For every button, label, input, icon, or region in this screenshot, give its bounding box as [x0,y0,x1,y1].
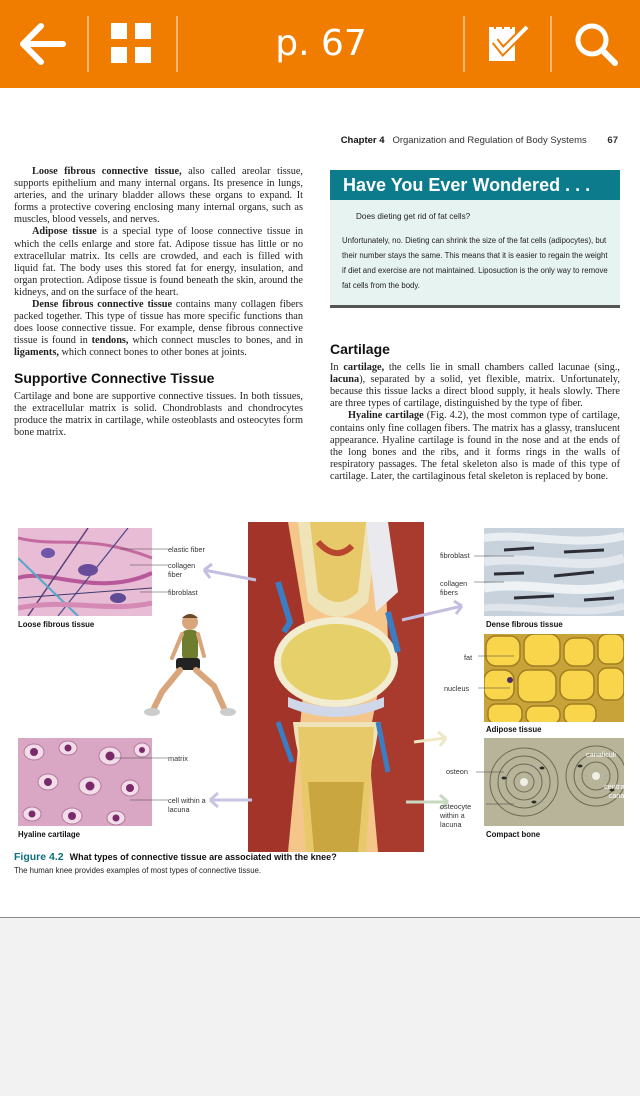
toolbar-divider [176,16,178,72]
caption-title: What types of connective tissue are associated with the knee? [69,852,337,862]
back-arrow-icon [19,22,67,66]
exercising-woman-image [142,608,252,728]
figure-4-2[interactable] [0,520,640,850]
label-fat: fat [464,653,473,662]
box-title: Have You Ever Wondered . . . [330,170,620,200]
page-number-label[interactable]: p. 67 [275,23,367,64]
left-text-column [14,166,303,439]
label-osteon: osteon [446,767,468,776]
chapter-title: Organization and Regulation of Body Systems [392,135,587,146]
term-hyaline: Hyaline cartilage [348,410,424,422]
paragraph-text: ), separated by a solid, yet flexible, matrix. Unfortunately, because this tissue lacks a direct blood supply, it heals slowly. There are three types of cartilage, distinguished by the type of fiber. [330,374,620,410]
term-ligaments: ligaments, [14,347,59,359]
paragraph-supportive: Cartilage and bone are supportive connective tissues. In both tissues, the extracellular matrix is solid. Chondroblasts and chondrocytes produce the matrix in cartilage, while osteoblasts and osteocytes form bone matrix. [14,390,303,438]
top-toolbar [0,0,640,88]
notes-check-icon [483,21,531,67]
label-canaliculi: canaliculi [586,750,617,759]
term-lacuna: lacuna [330,374,360,386]
section-heading-supportive: Supportive Connective Tissue [14,369,215,386]
box-question: Does dieting get rid of fat cells? [356,212,471,221]
leader-lines-compact [474,764,534,814]
paragraph-dense-fibrous [14,299,303,359]
term-loose-fibrous: Loose fibrous connective tissue, [32,166,182,177]
paragraph-hyaline [330,410,620,483]
grid-view-button[interactable] [89,0,175,88]
caption-title-line [14,851,614,863]
paragraph-cartilage [330,362,620,410]
label-collagen-fibers: collagen fibers [440,579,468,597]
paragraph-text: (Fig. 4.2), the most common type of cartilage, contains only fine collagen fibers. The matrix has a glassy, translucent appearance. Hyaline cartilage is found in the nose and at the ends of the long bones and the ribs, and it forms rings in the walls of respiratory passages. The fetal skeleton also is made of this type of cartilage. Later, the cartilaginous fetal skeleton is replaced by bone. [330,410,620,482]
term-dense-fibrous: Dense fibrous connective tissue [32,299,173,311]
term-tendons: tendons, [91,335,129,347]
paragraph-loose-fibrous [14,166,303,226]
notes-button[interactable] [465,0,549,88]
title-hyaline-cartilage: Hyaline cartilage [18,830,80,839]
have-you-ever-wondered-box [330,170,620,308]
paragraph-text: also called areolar tissue, supports epithelium and many internal organs. Its presence in lungs, arteries, and the urinary bladder allows these organs to expand. It forms a protective covering enclosing many internal organs, such as muscles, blood vessels, and nerves. [14,166,303,226]
empty-reader-area [0,918,640,1096]
search-button[interactable] [552,0,640,88]
printed-page-number: 67 [607,135,618,146]
right-text-column [330,343,620,483]
label-matrix: matrix [168,754,188,763]
chapter-number: Chapter 4 [340,135,385,146]
leader-lines-adipose [474,648,534,694]
label-cell-within-lacuna: cell within a lacuna [168,796,206,814]
running-head [341,135,618,146]
back-button[interactable] [0,0,86,88]
book-page[interactable] [0,88,640,918]
paragraph-text: In [330,362,344,374]
term-cartilage: cartilage, [343,362,385,374]
term-adipose: Adipose tissue [32,226,97,238]
arrow-to-dense [400,598,470,628]
title-loose-fibrous-tissue: Loose fibrous tissue [18,620,95,629]
label-osteocyte-within-lacuna: osteocyte within a lacuna [440,802,472,829]
grid-icon [111,23,153,65]
label-collagen-fiber: collagen fiber [168,561,196,579]
title-compact-bone: Compact bone [486,830,541,839]
paragraph-adipose [14,226,303,299]
knee-illustration [248,522,424,852]
paragraph-text: is a special type of loose connective tissue in which the cells enlarge and store fat. Adipose tissue has little or no extracellular matrix. Its cells are crowded, and each is filled with liquid fat. The body uses this stored fat for energy, insulation, and organ protection. Adipose tissue is found beneath the skin, around the kidneys, and on the surface of the heart. [14,226,304,298]
figure-number: Figure 4.2 [14,851,64,863]
arrow-to-loose [198,560,258,590]
leader-lines-loose [100,540,168,600]
paragraph-text: which connect bones to other bones at joints. [58,347,247,359]
paragraph-text: the cells lie in small chambers called lacunae (sing., [384,362,620,374]
label-nucleus: nucleus [444,684,470,693]
caption-text: The human knee provides examples of most types of connective tissue. [14,866,262,875]
label-fibroblast-left: fibroblast [168,588,198,597]
search-icon [573,21,619,67]
paragraph-text: which connect muscles to bones, and in [128,335,304,347]
arrow-to-adipose [412,720,452,750]
leader-lines-dense [474,548,534,588]
title-dense-fibrous-tissue: Dense fibrous tissue [486,620,563,629]
paragraph-text: contains many collagen fibers packed together. This type of tissue has more specific functions than does loose connective tissue. For example, dense fibrous connective tissue is found in [14,299,303,347]
figure-caption [14,851,614,875]
box-answer: Unfortunately, no. Dieting can shrink the size of the fat cells (adipocytes), but their number stays the same. This means that it is easier to regain the weight if diet and exercise are not maintained. Liposuction is the only way to remove fat cells from the body. [342,236,608,290]
title-adipose-tissue: Adipose tissue [486,725,542,734]
label-central-canal: central canal [604,782,626,800]
label-elastic-fiber: elastic fiber [168,545,205,554]
label-fibroblast-right: fibroblast [440,551,470,560]
leader-lines-hyaline [110,750,168,810]
section-heading-cartilage: Cartilage [330,341,390,357]
